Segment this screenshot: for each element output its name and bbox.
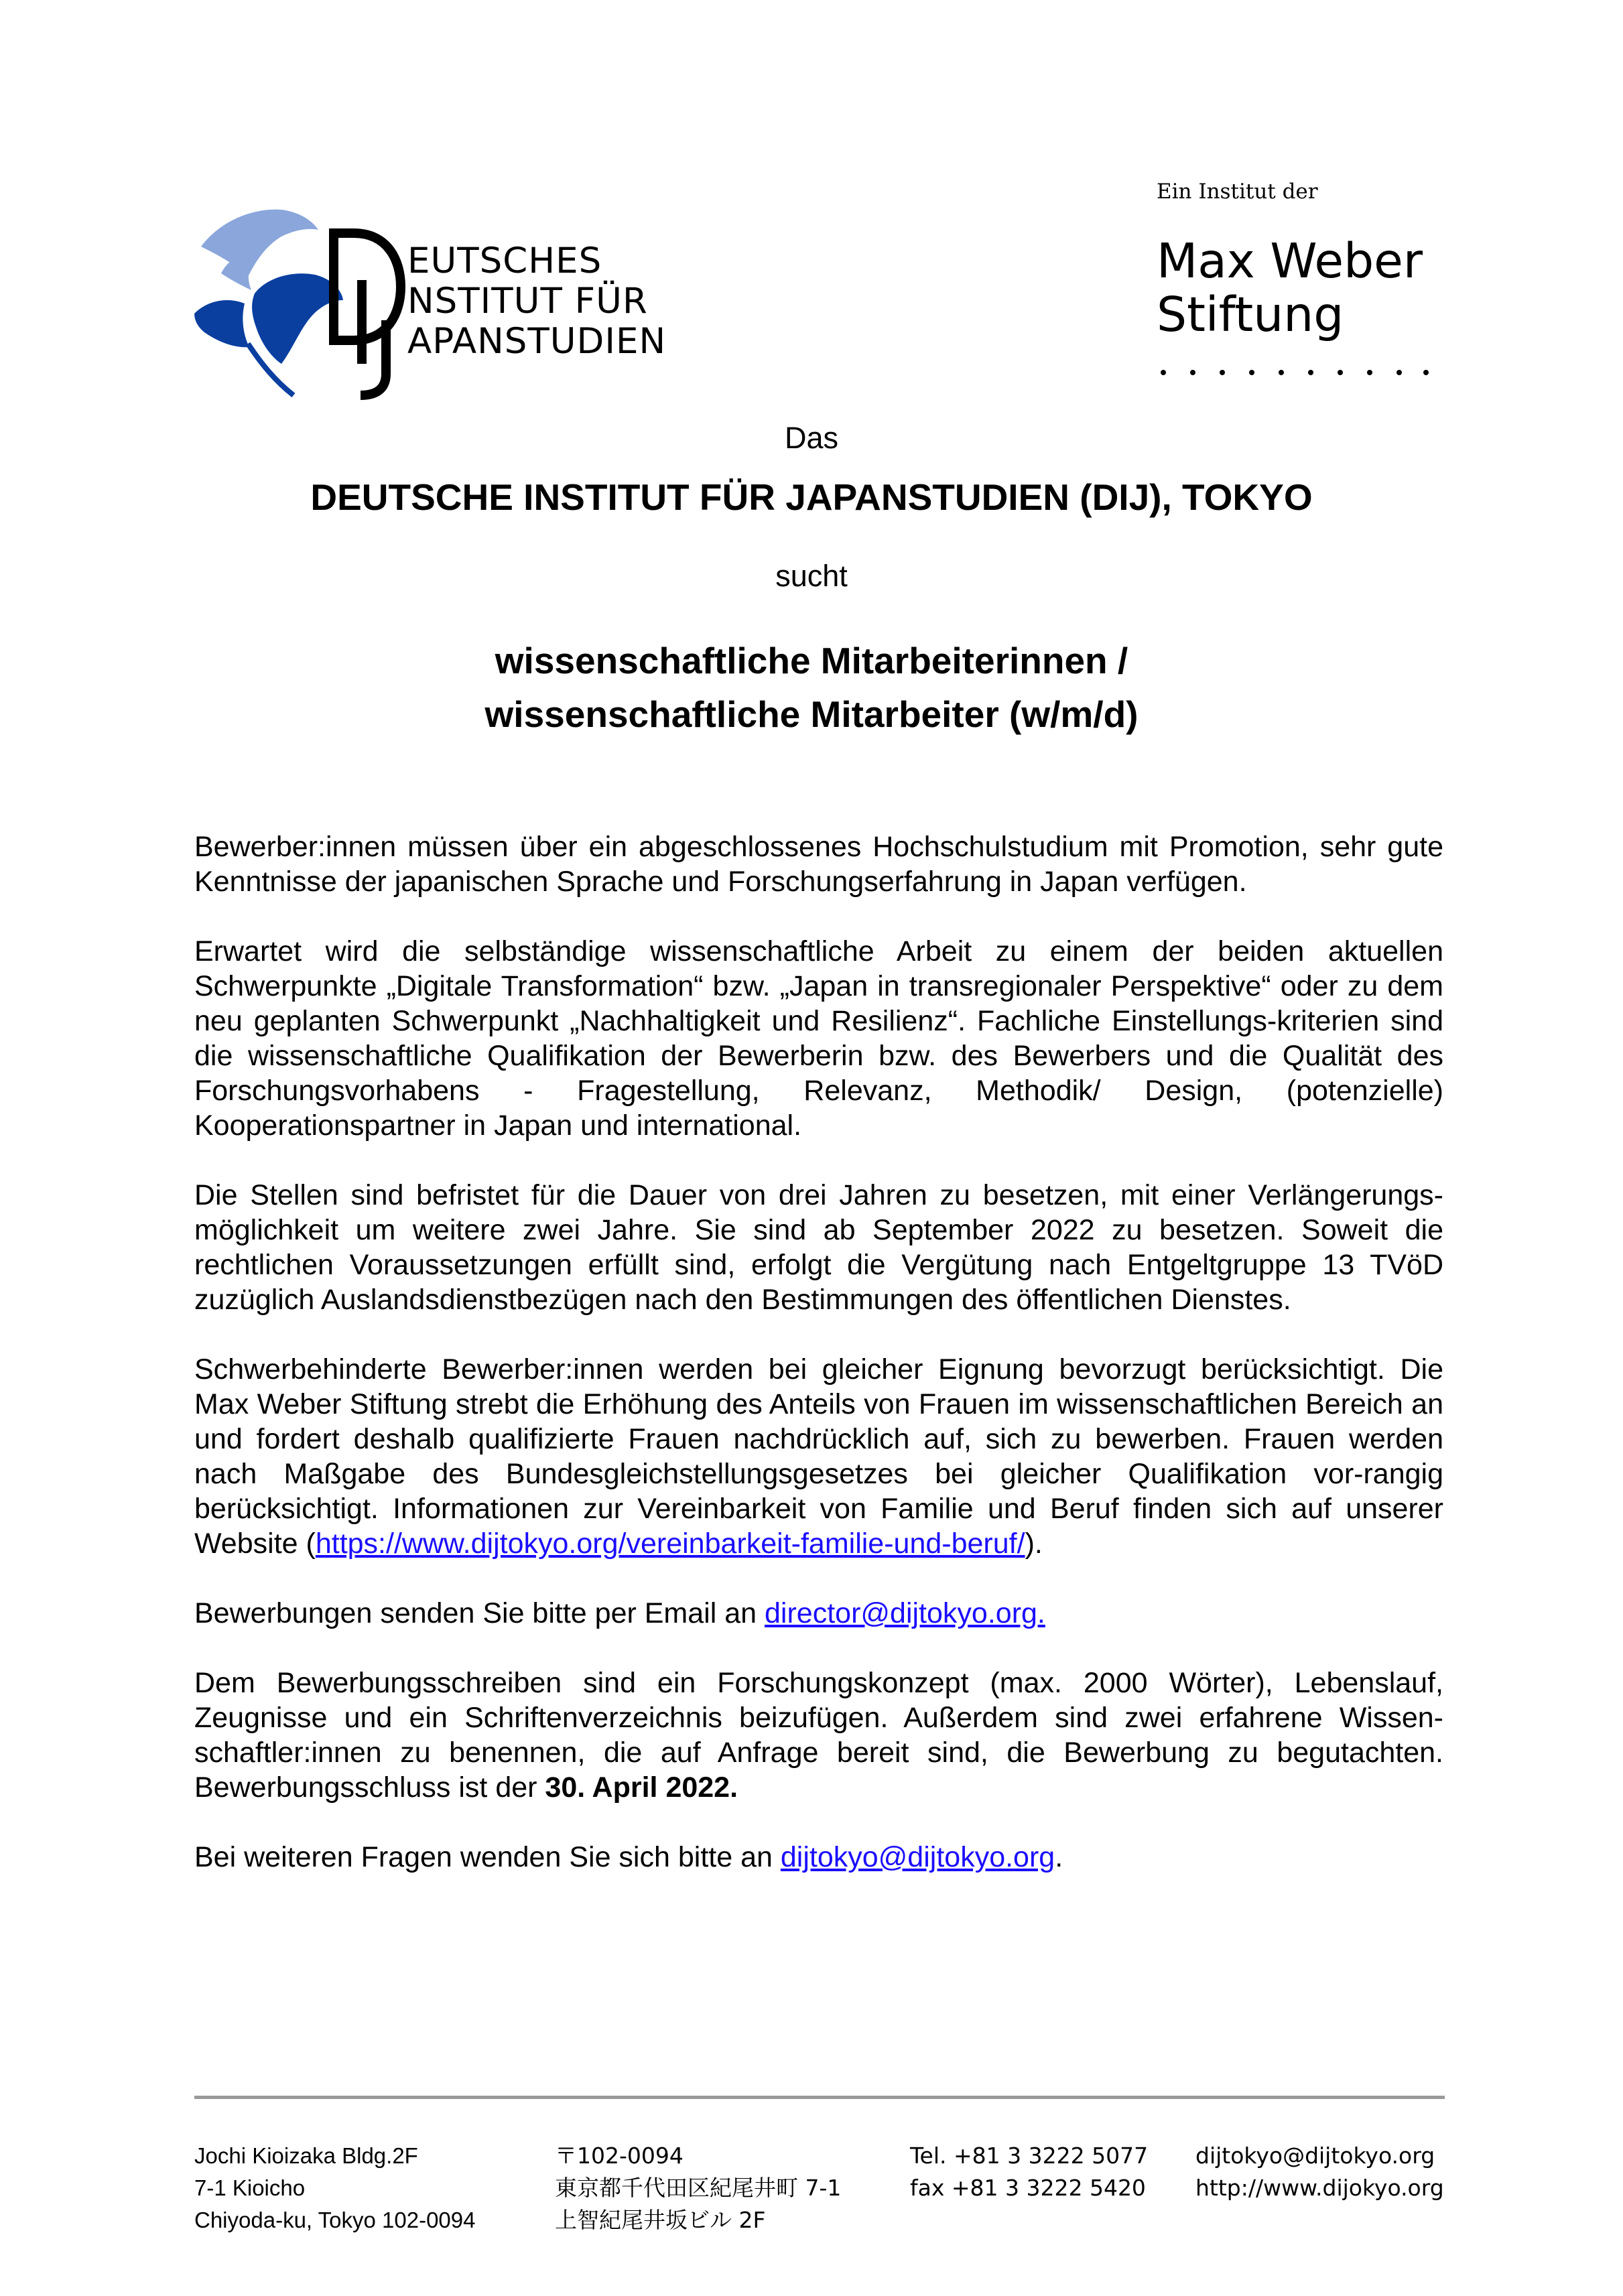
paragraph-requirements: Bewerber:innen müssen über ein abgeschlossenes Hochschulstudium mit Promotion, sehr gute Kenntnisse der japanischen Sprache und Forschungserfahrung in Japan verfügen.: [194, 831, 1443, 898]
paragraph-equality: [194, 1352, 1443, 1561]
ginkgo-leaf-icon: [181, 200, 348, 401]
paragraph-text: Bewerbungen senden Sie bitte per Email an: [194, 1597, 765, 1629]
footer-address-japanese: [555, 2140, 841, 2236]
footer-line: 東京都千代田区紀尾井町 7-1: [555, 2175, 842, 2201]
footer-line: 上智紀尾井坂ビル 2F: [555, 2207, 766, 2233]
footer-line: Tel. +81 3 3222 5077: [910, 2143, 1149, 2169]
footer-line: Jochi Kioizaka Bldg.2F: [194, 2143, 418, 2168]
paragraph-text: .: [1055, 1841, 1063, 1873]
footer-address: [194, 2140, 476, 2236]
dij-monogram-icon: [327, 220, 407, 401]
mws-name-line: Max Weber: [1157, 233, 1423, 289]
position-title: [0, 634, 1623, 741]
contact-email-link[interactable]: dijtokyo@dijtokyo.org: [780, 1841, 1055, 1873]
position-title-line: wissenschaftliche Mitarbeiter (w/m/d): [484, 693, 1139, 735]
max-weber-stiftung-logo: [1157, 180, 1438, 394]
mws-subtitle: Ein Institut der: [1157, 180, 1318, 204]
footer-line: 7-1 Kioicho: [194, 2175, 306, 2200]
paragraph-text: Bei weiteren Fragen wenden Sie sich bitte an: [194, 1841, 781, 1873]
institute-title: DEUTSCHE INSTITUT FÜR JAPANSTUDIEN (DIJ), TOKYO: [310, 476, 1313, 518]
position-title-line: wissenschaftliche Mitarbeiterinnen /: [495, 640, 1128, 681]
footer-web: [1195, 2140, 1444, 2204]
footer-line[interactable]: dijtokyo@dijtokyo.org: [1195, 2143, 1435, 2169]
paragraph-apply: [194, 1596, 1443, 1631]
paragraph-terms: Die Stellen sind befristet für die Dauer von drei Jahren zu besetzen, mit einer Verlängerungs-möglichkeit um weitere zwei Jahre. Sie sind ab September 2022 zu besetzen. Soweit die rechtlichen Voraussetzungen erfüllt sind, erfolgt die Vergütung nach Entgeltgruppe 13 TVöD zuzüglich Auslandsdienstbezügen nach den Bestimmungen des öffentlichen Dienstes.: [194, 1179, 1443, 1316]
footer-line: fax +81 3 3222 5420: [910, 2175, 1146, 2201]
director-email-link[interactable]: director@dijtokyo.org.: [765, 1597, 1045, 1629]
dij-logo-line: NSTITUT FÜR: [407, 281, 648, 322]
deadline-date: 30. April 2022.: [545, 1771, 738, 1804]
mws-name-line: Stiftung: [1157, 287, 1344, 342]
paragraph-text: ).: [1025, 1528, 1043, 1560]
paragraph-expectations: Erwartet wird die selbständige wissenschaftliche Arbeit zu einem der beiden aktuellen Schwerpunkte „Digitale Transformation“ bzw. „Japan in transregionaler Perspektive“ oder zu dem neu geplanten Schwerpunkt „Nachhaltigkeit und Resilienz“. Fachliche Einstellungs-kriterien sind die wissenschaftliche Qualifikation der Bewerberin bzw. des Bewerbers und die Qualität des Forschungsvorhabens - Fragestellung, Relevanz, Methodik/ Design, (potenzielle) Kooperationspartner in Japan und international.: [194, 935, 1443, 1142]
footer-line: 〒102-0094: [555, 2143, 684, 2169]
dotted-line-icon: [1161, 366, 1429, 379]
body-text: [194, 829, 1443, 1909]
paragraph-documents: [194, 1666, 1443, 1805]
paragraph-text: Dem Bewerbungsschreiben sind ein Forschungskonzept (max. 2000 Wörter), Lebenslauf, Zeugnisse und ein Schriftenverzeichnis beizufügen. Außerdem sind zwei erfahrene Wissen-schaftler:innen zu benennen, die auf Anfrage bereit sind, die Bewerbung zu begutachten. Bewerbungsschluss ist der: [194, 1667, 1443, 1804]
paragraph-text: Schwerbehinderte Bewerber:innen werden bei gleicher Eignung bevorzugt berücksichtigt. Die Max Weber Stiftung strebt die Erhöhung des Anteils von Frauen im wissenschaftlichen Bereich an und fordert deshalb qualifizierte Frauen nachdrücklich auf, sich zu bewerben. Frauen werden nach Maßgabe des Bundesgleichstellungsgesetzes bei gleicher Qualifikation vor-rangig berücksichtigt. Informationen zur Vereinbarkeit von Familie und Beruf finden sich auf unserer Website (: [194, 1353, 1443, 1560]
dij-logo-line: EUTSCHES: [407, 241, 602, 281]
intro-text: sucht: [775, 559, 848, 593]
footer-phone: [910, 2140, 1148, 2204]
footer-line: Chiyoda-ku, Tokyo 102-0094: [194, 2208, 476, 2232]
intro-text: Das: [784, 421, 839, 455]
footer-divider: [194, 2096, 1445, 2099]
dij-logo-line: APANSTUDIEN: [407, 321, 667, 362]
dij-logo: [181, 200, 667, 401]
website-link[interactable]: https://www.dijtokyo.org/vereinbarkeit-familie-und-beruf/: [315, 1528, 1025, 1560]
paragraph-questions: [194, 1840, 1443, 1875]
footer-line[interactable]: http://www.dijokyo.org: [1195, 2175, 1444, 2201]
